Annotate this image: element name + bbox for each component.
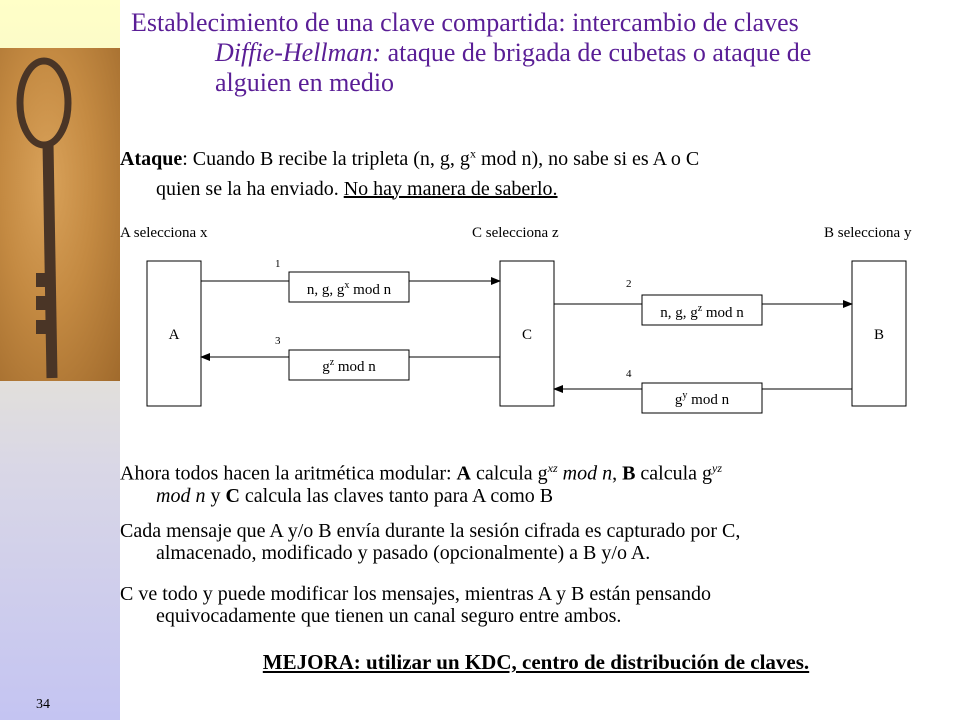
message-4-label: $g^y$ mod n (674, 390, 730, 408)
attack-sup: x (469, 146, 476, 160)
key-icon (0, 48, 120, 381)
title-line-3: alguien en medio (215, 68, 395, 97)
p1-e: calcula g (635, 462, 713, 485)
key-photo (0, 48, 120, 381)
p1-sup-1: xz (547, 461, 558, 475)
p3-line-1: C ve todo y puede modificar los mensajes, mientras A y B están pensando (120, 583, 711, 605)
p1-b: calcula g (471, 462, 548, 485)
title-line-1: Establecimiento de una clave compartida: intercambio de claves (131, 8, 799, 37)
attack-line-2-a: quien se la ha enviado. (156, 177, 344, 200)
improvement-note: MEJORA: utilizar un KDC, centro de distribución de claves. (262, 650, 810, 674)
attack-underlined: No hay manera de saberlo. (343, 177, 558, 200)
box-b-label: B (873, 327, 885, 343)
p1-bold-b: B (622, 462, 636, 485)
paragraph-capture (120, 520, 952, 564)
arrow-3-number: 3 (275, 335, 281, 347)
message-1-label: n, g, $g^x$ mod n (306, 280, 392, 298)
p1-bold-a: A (456, 462, 471, 485)
p1-g: y (205, 484, 226, 507)
box-c-label: C (521, 327, 533, 343)
paragraph-sees-all (120, 583, 952, 627)
attack-line-2 (120, 174, 950, 204)
arrow-2-number: 2 (626, 278, 632, 290)
box-a-label: A (168, 327, 180, 343)
slide-title (131, 8, 956, 98)
message-3-label: $g^z$ mod n (322, 357, 376, 375)
paragraph-modular (120, 457, 952, 507)
p1-d: , (612, 462, 623, 485)
slide-number: 34 (36, 697, 50, 712)
title-line-2 (131, 38, 956, 68)
arrow-4-number: 4 (626, 368, 632, 380)
header-a: A selecciona x (120, 225, 208, 241)
p1-line-2 (120, 485, 952, 507)
p1-bold-c: C (225, 484, 240, 507)
attack-text-b: mod n), no sabe si es A o C (475, 147, 700, 170)
title-line-2-rest: ataque de brigada de cubetas o ataque de (381, 38, 812, 67)
p1-h: calcula las claves tanto para A como B (239, 484, 554, 507)
p1-c: mod n (557, 462, 613, 485)
header-c: C selecciona z (472, 225, 559, 241)
attack-bullet (120, 138, 950, 204)
attack-text-a: : Cuando B recibe la tripleta (n, g, g (182, 147, 470, 170)
title-italic: Diffie-Hellman: (215, 38, 382, 67)
attack-label: Ataque (120, 147, 183, 170)
mitm-diagram (110, 217, 950, 417)
p2-line-2: almacenado, modificado y pasado (opcionalmente) a B y/o A. (156, 542, 651, 564)
header-b: B selecciona y (824, 225, 912, 241)
message-2-label: n, g, $g^z$ mod n (660, 303, 744, 321)
p1-sup-2: yz (712, 461, 723, 475)
arrow-1-number: 1 (275, 258, 281, 270)
p2-line-1: Cada mensaje que A y/o B envía durante la sesión cifrada es capturado por C, (120, 520, 741, 542)
p1-f: mod n (156, 484, 206, 507)
p1-a: Ahora todos hacen la aritmética modular: (120, 462, 457, 485)
p3-line-2: equivocadamente que tienen un canal seguro entre ambos. (156, 605, 622, 627)
